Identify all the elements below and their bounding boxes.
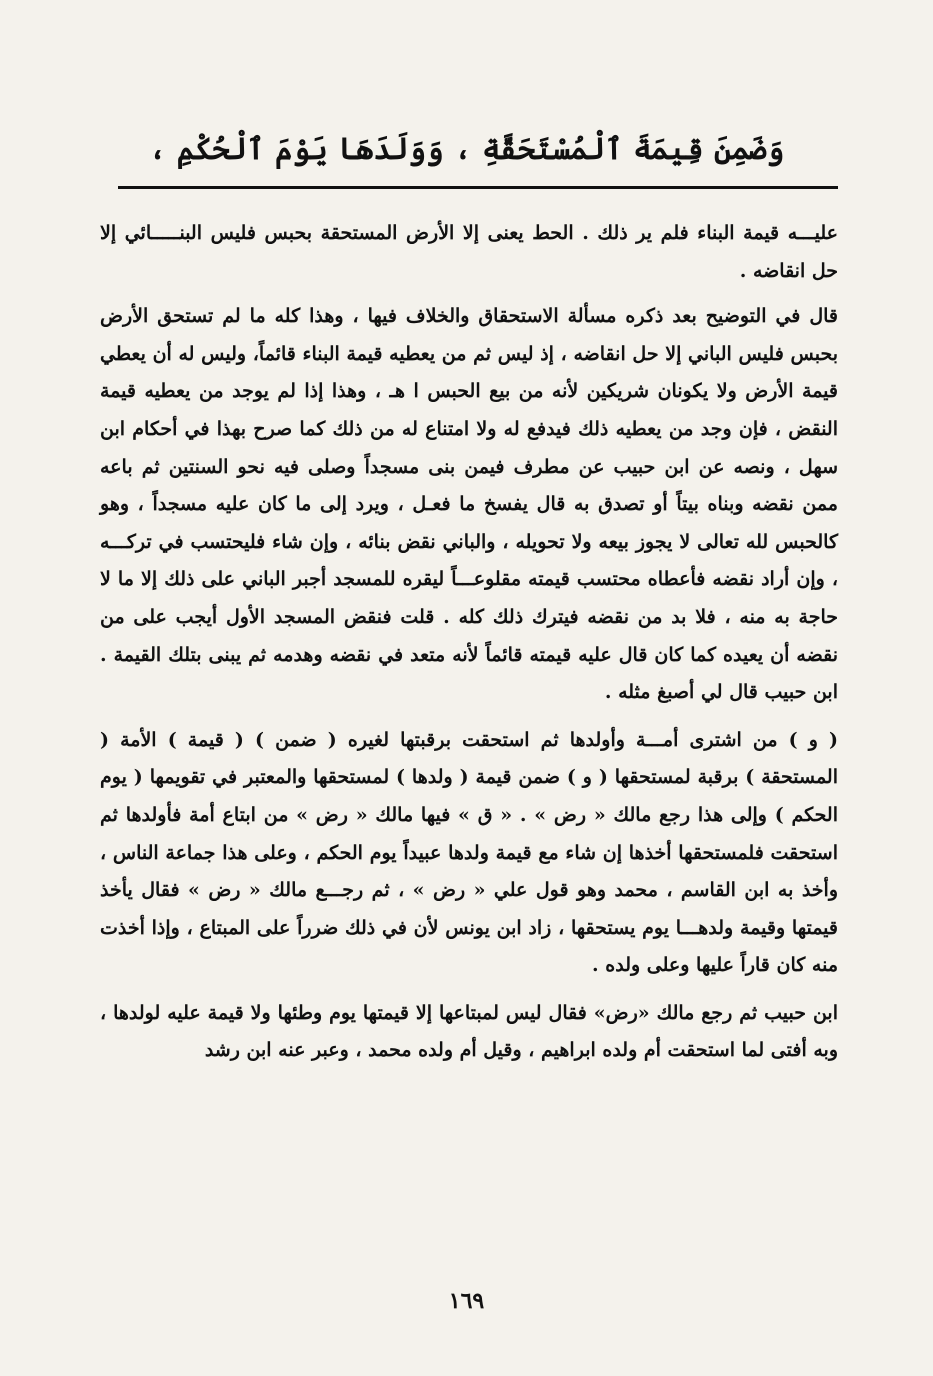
paragraph-4: ابن حبيب ثم رجع مالك «رض» فقال ليس لمبتاعها إلا قيمتها يوم وطئها ولا قيمة عليه لولدها ، وبه أفتى لما استحقت أم ولده ابراهيم ، وقيل أم ولده محمد ، وعبر عنه ابن رشد — [100, 1001, 838, 1062]
page-body — [100, 215, 838, 1070]
paragraph-1: عليـــه قيمة البناء فلم ير ذلك . الحط يعنى إلا الأرض المستحقة بحبس فليس البنـــــائي إلا حل انقاضه . — [100, 222, 838, 282]
page-number: ١٦٩ — [448, 1288, 485, 1314]
paragraph-2: قال في التوضيح بعد ذكره مسألة الاستحقاق والخلاف فيها ، وهذا كله ما لم تستحق الأرض بحبس فليس الباني إلا حل انقاضه ، إذ ليس ثم من يعطيه قيمة البناء قائماً، وليس له أن يعطي قيمة الأرض ولا يكونان شريكين لأنه من بيع الحبس ا هـ ، وهذا إذا لم يوجد من يعطيه قيمة النقض ، فإن وجد من يعطيه ذلك فيدفع له ولا امتناع له من ذلك كما صرح بهذا في أحكام ابن سهل ، ونصه عن ابن حبيب عن مطرف فيمن بنى مسجداً وصلى فيه نحو السنتين ثم باعه ممن نقضه وبناه بيتاً أو تصدق به قال يفسخ ما فعـل ، ويرد إلى ما كان عليه مسجداً ، وهو كالحبس لله تعالى لا يجوز بيعه ولا تحويله ، والباني نقض بنائه ، وإن شاء فليحتسب في تركـــه ، وإن أراد نقضه فأعطاه محتسب قيمته مقلوعـــاً ليقره للمسجد أجبر الباني على ذلك إلا ما لا حاجة به منه ، فلا بد من نقضه فيترك ذلك كله . قلت فنقض المسجد الأول أيجب على من نقضه أن يعيده كما كان قال عليه قيمته قائماً لأنه متعد في نقضه وهدمه ثم يبنى بتلك القيمة . ابن حبيب قال لي أصبغ مثله . — [100, 305, 838, 704]
page-header-title: وَضَمِنَ قِيمَةَ ٱلْمُسْتَحَقَّةِ ، وَوَلَدَهَا يَوْمَ ٱلْحُكْمِ ، — [148, 132, 785, 167]
paragraph-3: ( و ) من اشترى أمـــة وأولدها ثم استحقت برقبتها لغيره ( ضمن ) ( قيمة ) الأمة ( المستحقة ) برقبة لمستحقها ( و ) ضمن قيمة ( ولدها ) لمستحقها والمعتبر في تقويمها ( يوم الحكم ) وإلى هذا رجع مالك « رض » . « ق » فيها مالك « رض » من ابتاع أمة فأولدها ثم استحقت فلمستحقها أخذها إن شاء مع قيمة ولدها عبيداً يوم الحكم ، وعلى هذا جماعة الناس ، وأخذ به ابن القاسم ، محمد وهو قول علي « رض » ، ثم رجـــع مالك « رض » فقال يأخذ قيمتها وقيمة ولدهـــا يوم يستحقها ، زاد ابن يونس لأن في ذلك ضرراً على المبتاع ، وإذا أخذت منه كان قاراً عليها وعلى ولده . — [100, 728, 838, 977]
header-divider — [118, 186, 838, 189]
